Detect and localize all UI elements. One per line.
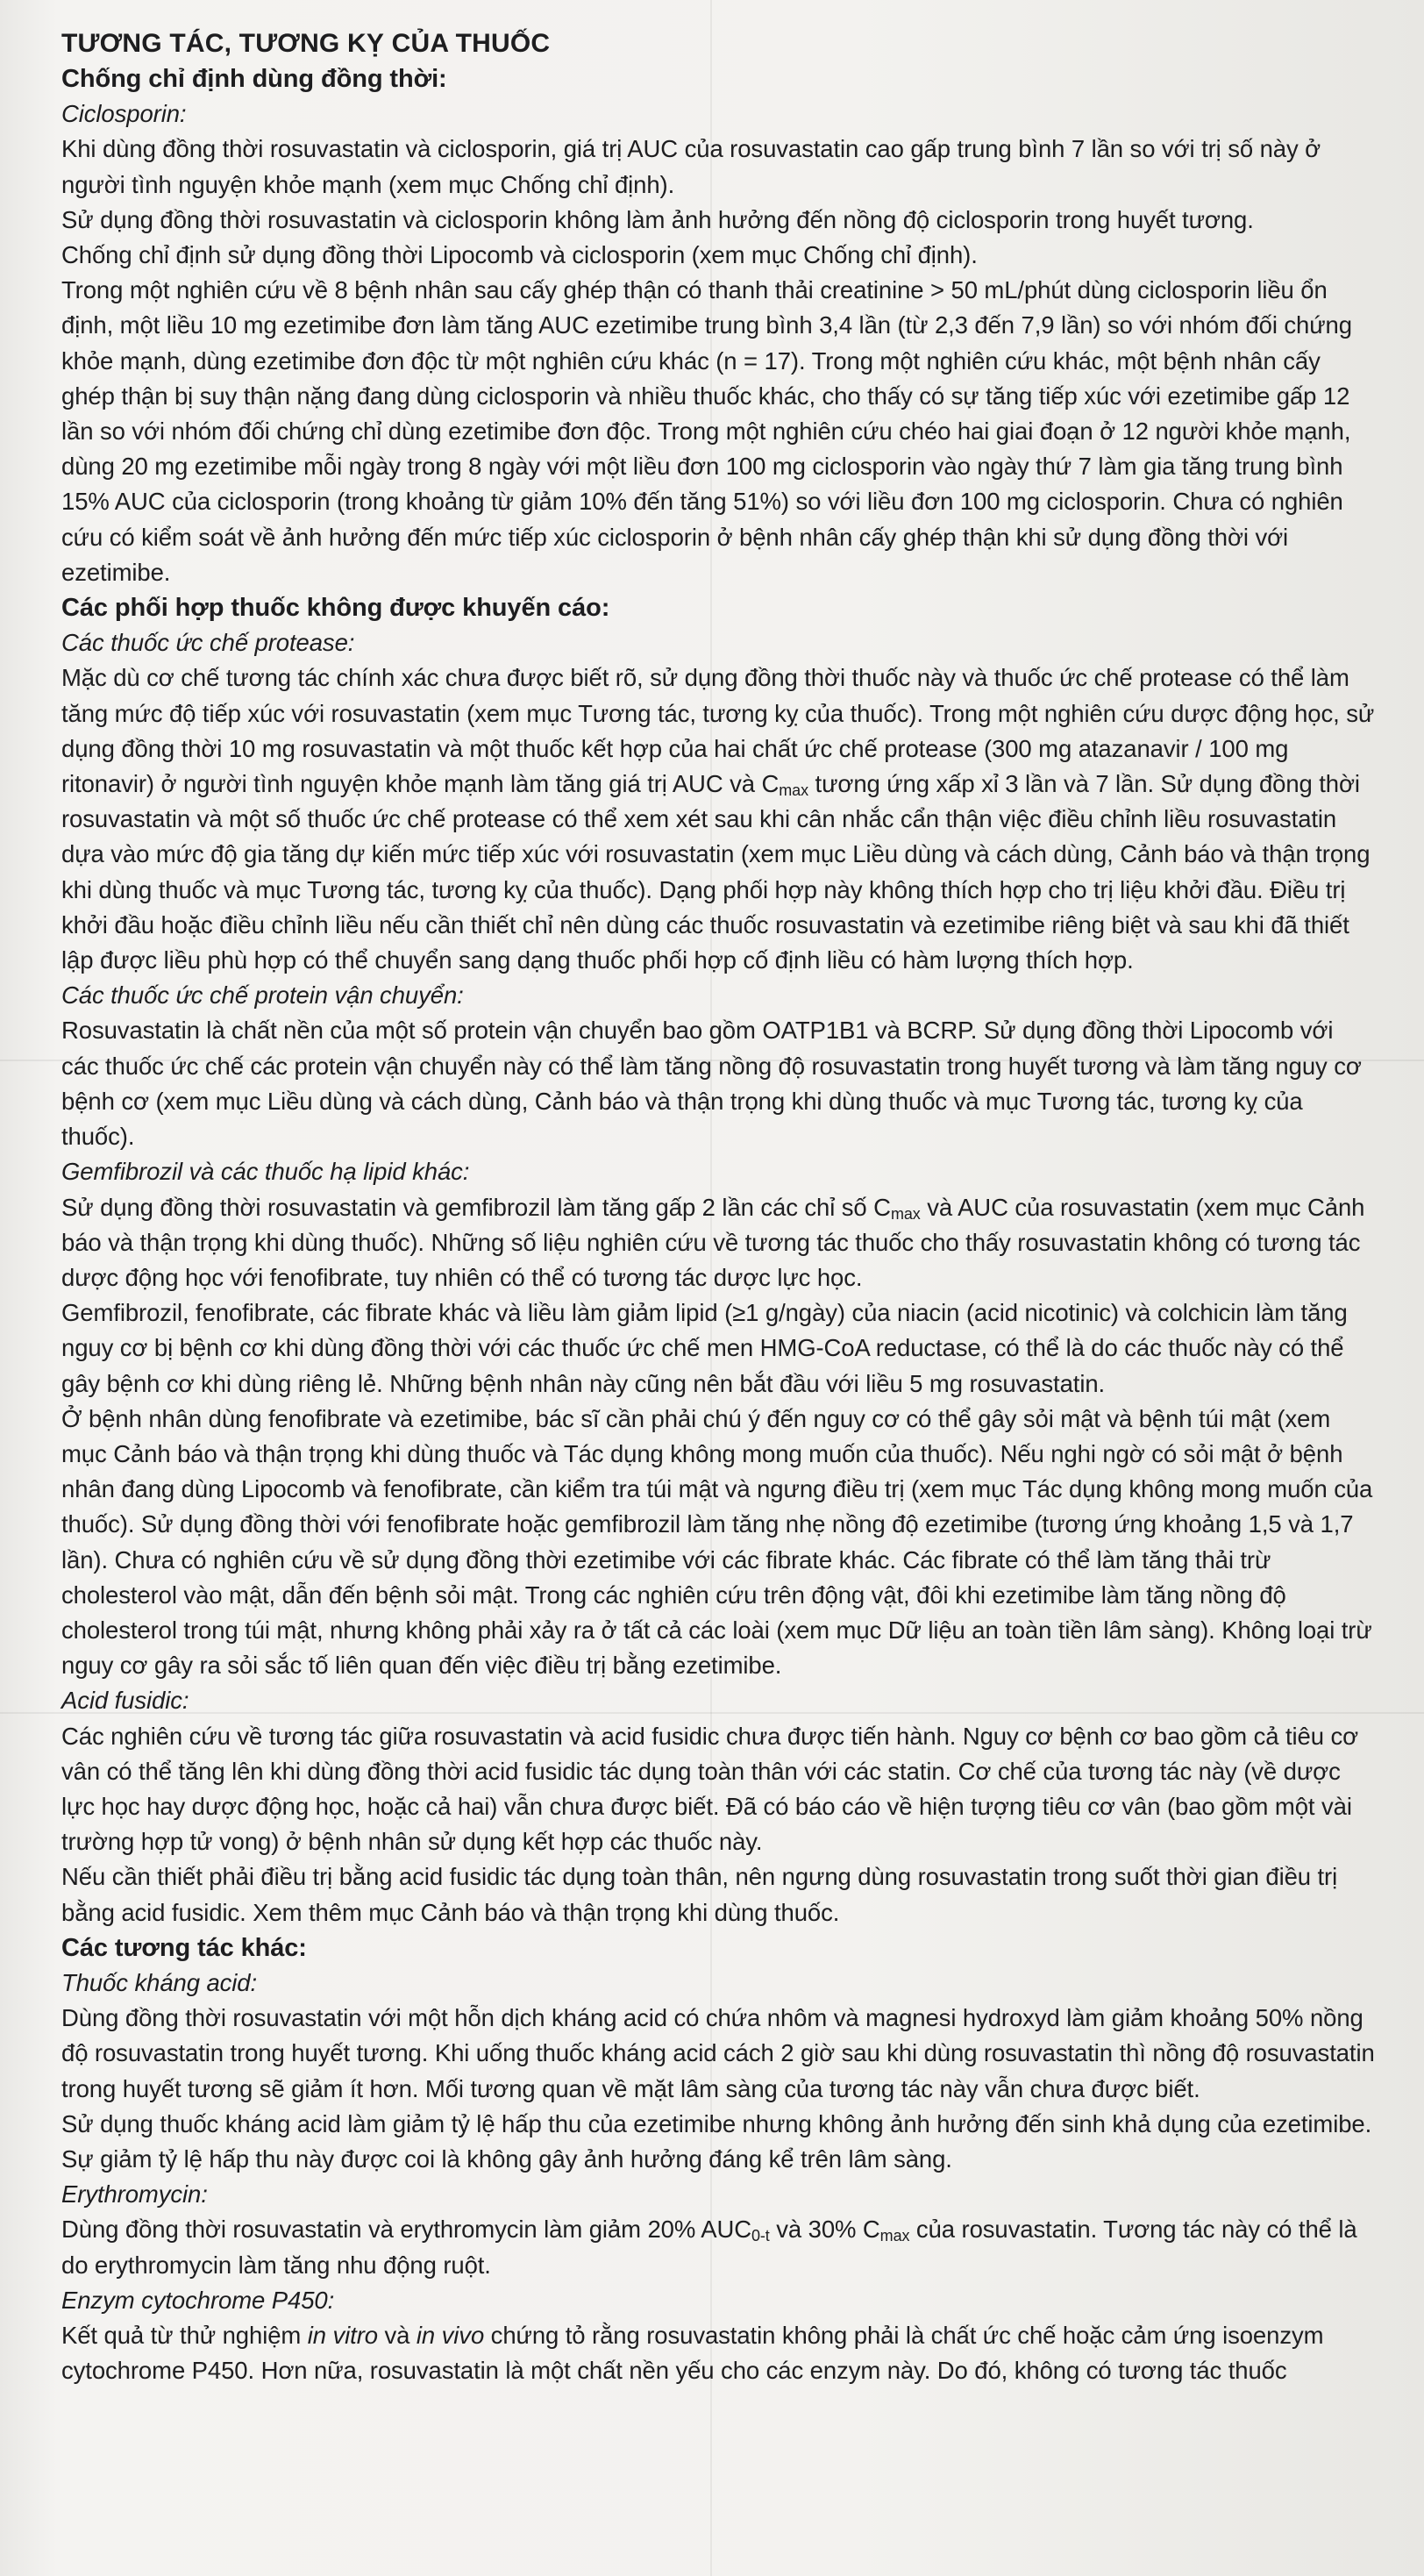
paragraph: Mặc dù cơ chế tương tác chính xác chưa được biết rõ, sử dụng đồng thời thuốc này và thuốc ức chế protease có thể làm tăng mức độ tiếp xúc với rosuvastatin (xem mục Tương tác, tương kỵ của thuốc). Trong một nghiên cứu dược động học, sử dụng đồng thời 10 mg rosuvastatin và một thuốc kết hợp của hai chất ức chế protease (300 mg atazanavir / 100 mg ritonavir) ở người tình nguyện khỏe mạnh làm tăng giá trị AUC và $C_{max}$ tương ứng xấp xỉ 3 lần và 7 lần. Sử dụng đồng thời rosuvastatin và một số thuốc ức chế protease có thể xem xét sau khi cân nhắc cẩn thận việc điều chỉnh liều rosuvastatin dựa vào mức độ gia tăng dự kiến mức tiếp xúc với rosuvastatin (xem mục Liều dùng và cách dùng, Cảnh báo và thận trọng khi dùng thuốc và mục Tương tác, tương kỵ của thuốc). Dạng phối hợp này không thích hợp cho trị liệu khởi đầu. Điều trị khởi đầu hoặc điều chỉnh liều nếu cần thiết chỉ nên dùng các thuốc rosuvastatin và ezetimibe riêng biệt và sau khi đã thiết lập được liều phù hợp có thể chuyển sang dạng thuốc phối hợp cố định liều có hàm lượng thích hợp. (61, 664, 1375, 974)
contraindication-heading: Chống chỉ định dùng đồng thời: (61, 65, 447, 93)
paragraph: Trong một nghiên cứu về 8 bệnh nhân sau cấy ghép thận có thanh thải creatinine > 50 mL/phút dùng ciclosporin liều ổn định, một liều 10 mg ezetimibe đơn làm tăng AUC ezetimibe trung bình 3,4 lần (từ 2,3 đến 7,9 lần) so với nhóm đối chứng khỏe mạnh, dùng ezetimibe đơn độc từ một nghiên cứu khác (n = 17). Trong một nghiên cứu khác, một bệnh nhân cấy ghép thận bị suy thận nặng đang dùng ciclosporin và nhiều thuốc khác, cho thấy có sự tăng tiếp xúc với ezetimibe gấp 12 lần so với nhóm đối chứng chỉ dùng ezetimibe đơn độc. Trong một nghiên cứu chéo hai giai đoạn ở 12 người khỏe mạnh, dùng 20 mg ezetimibe mỗi ngày trong 8 ngày với một liều đơn 100 mg ciclosporin vào ngày thứ 7 làm gia tăng trung bình 15% AUC của ciclosporin (trong khoảng từ giảm 10% đến tăng 51%) so với liều đơn 100 mg ciclosporin. Chưa có nghiên cứu có kiểm soát về ảnh hưởng đến mức tiếp xúc ciclosporin ở bệnh nhân cấy ghép thận khi sử dụng đồng thời với ezetimibe. (61, 276, 1352, 586)
paragraph: Sử dụng thuốc kháng acid làm giảm tỷ lệ hấp thu của ezetimibe nhưng không ảnh hưởng đến sinh khả dụng của ezetimibe. Sự giảm tỷ lệ hấp thu này được coi là không gây ảnh hưởng đáng kể trên lâm sàng. (61, 2109, 1372, 2173)
paragraph: Ở bệnh nhân dùng fenofibrate và ezetimibe, bác sĩ cần phải chú ý đến nguy cơ có thể gây sỏi mật và bệnh túi mật (xem mục Cảnh báo và thận trọng khi dùng thuốc và Tác dụng không mong muốn của thuốc). Nếu nghi ngờ có sỏi mật ở bệnh nhân đang dùng Lipocomb và fenofibrate, cần kiểm tra túi mật và ngưng điều trị (xem mục Tác dụng không mong muốn của thuốc). Sử dụng đồng thời với fenofibrate hoặc gemfibrozil làm tăng nhẹ nồng độ ezetimibe (tương ứng khoảng 1,5 và 1,7 lần). Chưa có nghiên cứu về sử dụng đồng thời ezetimibe với các fibrate khác. Các fibrate có thể làm tăng thải trừ cholesterol vào mật, dẫn đến bệnh sỏi mật. Trong các nghiên cứu trên động vật, đôi khi ezetimibe làm tăng nồng độ cholesterol trong túi mật, nhưng không phải xảy ra ở tất cả các loài (xem mục Dữ liệu an toàn tiền lâm sàng). Không loại trừ nguy cơ gây ra sỏi sắc tố liên quan đến việc điều trị bằng ezetimibe. (61, 1404, 1373, 1680)
paragraph: Gemfibrozil, fenofibrate, các fibrate khác và liều làm giảm lipid (≥1 g/ngày) của niacin (acid nicotinic) và colchicin làm tăng nguy cơ bị bệnh cơ khi dùng đồng thời với các thuốc ức chế men HMG-CoA reductase, có thể là do các thuốc này có thể gây bệnh cơ khi dùng riêng lẻ. Những bệnh nhân này cũng nên bắt đầu với liều 5 mg rosuvastatin. (61, 1299, 1348, 1397)
not-recommended-heading: Các phối hợp thuốc không được khuyến cáo: (61, 594, 610, 623)
paragraph: Khi dùng đồng thời rosuvastatin và ciclosporin, giá trị AUC của rosuvastatin cao gấp trung bình 7 lần so với trị số này ở người tình nguyện khỏe mạnh (xem mục Chống chỉ định). (61, 135, 1321, 198)
paragraph: Sử dụng đồng thời rosuvastatin và ciclosporin không làm ảnh hưởng đến nồng độ ciclosporin trong huyết tương. (61, 205, 1254, 233)
paragraph: Nếu cần thiết phải điều trị bằng acid fusidic tác dụng toàn thân, nên ngưng dùng rosuvastatin trong suốt thời gian điều trị bằng acid fusidic. Xem thêm mục Cảnh báo và thận trọng khi dùng thuốc. (61, 1863, 1338, 1926)
gemfibrozil-heading: Gemfibrozil và các thuốc hạ lipid khác: (61, 1158, 470, 1186)
other-interactions-heading: Các tương tác khác: (61, 1933, 307, 1962)
ciclosporin-heading: Ciclosporin: (61, 100, 187, 128)
paragraph: Sử dụng đồng thời rosuvastatin và gemfibrozil làm tăng gấp 2 lần các chỉ số $C_{max}$ và AUC của rosuvastatin (xem mục Cảnh báo và thận trọng khi dùng thuốc). Những số liệu nghiên cứu về tương tác thuốc cho thấy rosuvastatin không có tương tác dược động học với fenofibrate, tuy nhiên có thể có tương tác dược lực học. (61, 1193, 1365, 1291)
paragraph: Kết quả từ thử nghiệm in vitro và in vivo chứng tỏ rằng rosuvastatin không phải là chất ức chế hoặc cảm ứng isoenzym cytochrome P450. Hơn nữa, rosuvastatin là một chất nền yếu cho các enzym này. Do đó, không có tương tác thuốc (61, 2322, 1324, 2385)
erythromycin-heading: Erythromycin: (61, 2180, 208, 2209)
paragraph: Dùng đồng thời rosuvastatin và erythromycin làm giảm 20% $AUC_{0-t}$ và 30% $C_{max}$ của rosuvastatin. Tương tác này có thể là do erythromycin làm tăng nhu động ruột. (61, 2216, 1357, 2279)
transport-protein-heading: Các thuốc ức chế protein vận chuyển: (61, 981, 464, 1010)
paragraph: Dùng đồng thời rosuvastatin với một hỗn dịch kháng acid có chứa nhôm và magnesi hydroxyd làm giảm khoảng 50% nồng độ rosuvastatin trong huyết tương. Khi uống thuốc kháng acid cách 2 giờ sau khi dùng rosuvastatin thì nồng độ rosuvastatin trong huyết tương sẽ giảm ít hơn. Mối tương quan về mặt lâm sàng của tương tác này vẫn chưa được biết. (61, 2004, 1375, 2102)
paragraph: Rosuvastatin là chất nền của một số protein vận chuyển bao gồm OATP1B1 và BCRP. Sử dụng đồng thời Lipocomb với các thuốc ức chế các protein vận chuyển này có thể làm tăng nồng độ rosuvastatin trong huyết tương và làm tăng nguy cơ bệnh cơ (xem mục Liều dùng và cách dùng, Cảnh báo và thận trọng khi dùng thuốc và mục Tương tác, tương kỵ của thuốc). (61, 1017, 1362, 1151)
section-title: TƯƠNG TÁC, TƯƠNG KỴ CỦA THUỐC (61, 29, 551, 58)
paragraph: Các nghiên cứu về tương tác giữa rosuvastatin và acid fusidic chưa được tiến hành. Nguy cơ bệnh cơ bao gồm cả tiêu cơ vân có thể tăng lên khi dùng đồng thời acid fusidic tác dụng toàn thân với các statin. Cơ chế của tương tác này (về dược lực học hay dược động học, hoặc cả hai) vẫn chưa được biết. Đã có báo cáo về hiện tượng tiêu cơ vân (bao gồm một vài trường hợp tử vong) ở bệnh nhân sử dụng kết hợp các thuốc này. (61, 1722, 1359, 1856)
paragraph: Chống chỉ định sử dụng đồng thời Lipocomb và ciclosporin (xem mục Chống chỉ định). (61, 241, 978, 269)
antacid-heading: Thuốc kháng acid: (61, 1968, 258, 1996)
fusidic-acid-heading: Acid fusidic: (61, 1687, 189, 1715)
leaflet-section (61, 26, 1377, 2388)
protease-heading: Các thuốc ức chế protease: (61, 629, 355, 657)
cytochrome-heading: Enzym cytochrome P450: (61, 2286, 335, 2314)
